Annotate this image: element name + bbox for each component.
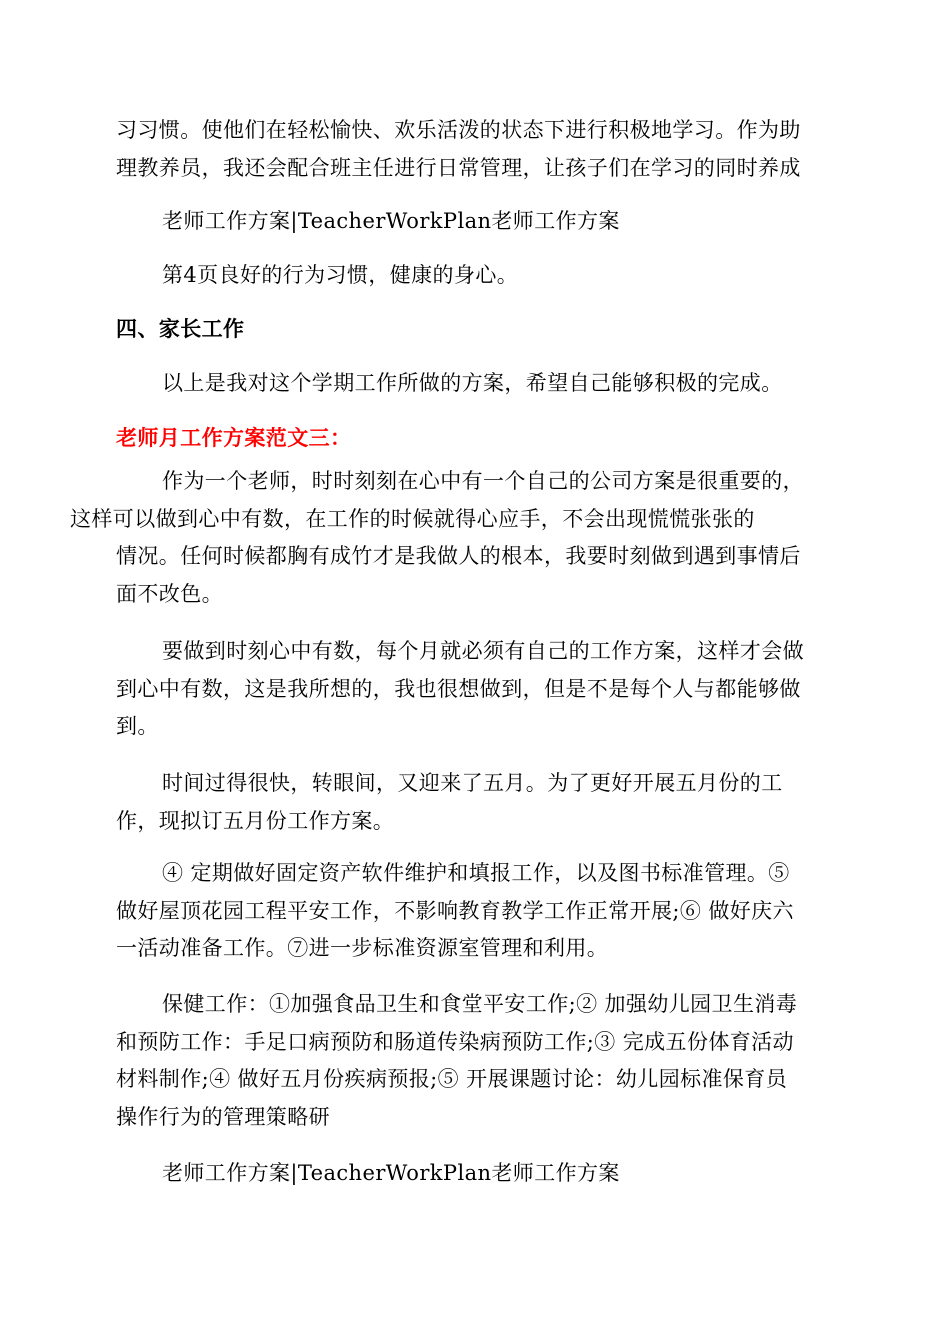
text-line: 习习惯。使他们在轻松愉快、欢乐活泼的状态下进行积极地学习。作为助	[116, 118, 801, 142]
text-line: 到心中有数，这是我所想的，我也很想做到，但是不是每个人与都能够做	[116, 676, 801, 701]
text-line: 操作行为的管理策略研	[116, 1104, 330, 1129]
text-line: 保健工作：①加强食品卫生和食堂平安工作;② 加强幼儿园卫生消毒	[162, 992, 798, 1016]
paragraph-summary: 以上是我对这个学期工作所做的方案，希望自己能够积极的完成。	[162, 371, 783, 395]
paragraph-tasks	[116, 855, 832, 968]
text-line: 作，现拟订五月份工作方案。	[116, 808, 395, 833]
paragraph-monthly-plan	[116, 633, 832, 746]
text-line: 做好屋顶花园工程平安工作，不影响教育教学工作正常开展;⑥ 做好庆六	[116, 898, 794, 923]
text-line: 要做到时刻心中有数，每个月就必须有自己的工作方案，这样才会做	[162, 639, 804, 663]
text-line: 情况。任何时候都胸有成竹才是我做人的根本，我要时刻做到遇到事情后	[116, 544, 801, 568]
text-line: 到。	[116, 714, 159, 738]
section-heading-sample-three: 老师月工作方案范文三：	[116, 426, 352, 450]
paragraph-health	[116, 986, 832, 1136]
text-line: 一活动准备工作。⑦进一步标准资源室管理和利用。	[116, 936, 609, 960]
text-line: 时间过得很快，转眼间，又迎来了五月。为了更好开展五月份的工	[162, 771, 783, 795]
page-header-text: 老师工作方案|TeacherWorkPlan老师工作方案	[162, 209, 620, 233]
text-line: 和预防工作：手足口病预防和肠道传染病预防工作;③ 完成五份体育活动	[116, 1029, 794, 1054]
text-line: 材料制作;④ 做好五月份疾病预报;⑤ 开展课题讨论：幼儿园标准保育员	[116, 1067, 788, 1091]
section-heading-parents: 四、家长工作	[116, 317, 245, 341]
text-line: 理教养员，我还会配合班主任进行日常管理，让孩子们在学习的同时养成	[116, 155, 801, 180]
paragraph-intro	[70, 463, 832, 613]
text-line: 这样可以做到心中有数，在工作的时候就得心应手，不会出现慌慌张张的	[70, 506, 755, 531]
text-line: 作为一个老师，时时刻刻在心中有一个自己的公司方案是很重要的，	[162, 469, 804, 493]
paragraph-may	[116, 765, 832, 840]
text-line: 面不改色。	[116, 581, 223, 606]
page-header-text: 老师工作方案|TeacherWorkPlan老师工作方案	[162, 1161, 620, 1185]
paragraph-continuation	[116, 112, 832, 187]
text-line: ④ 定期做好固定资产软件维护和填报工作，以及图书标准管理。⑤	[162, 861, 790, 885]
page-number-line: 第4页良好的行为习惯，健康的身心。	[162, 263, 519, 287]
